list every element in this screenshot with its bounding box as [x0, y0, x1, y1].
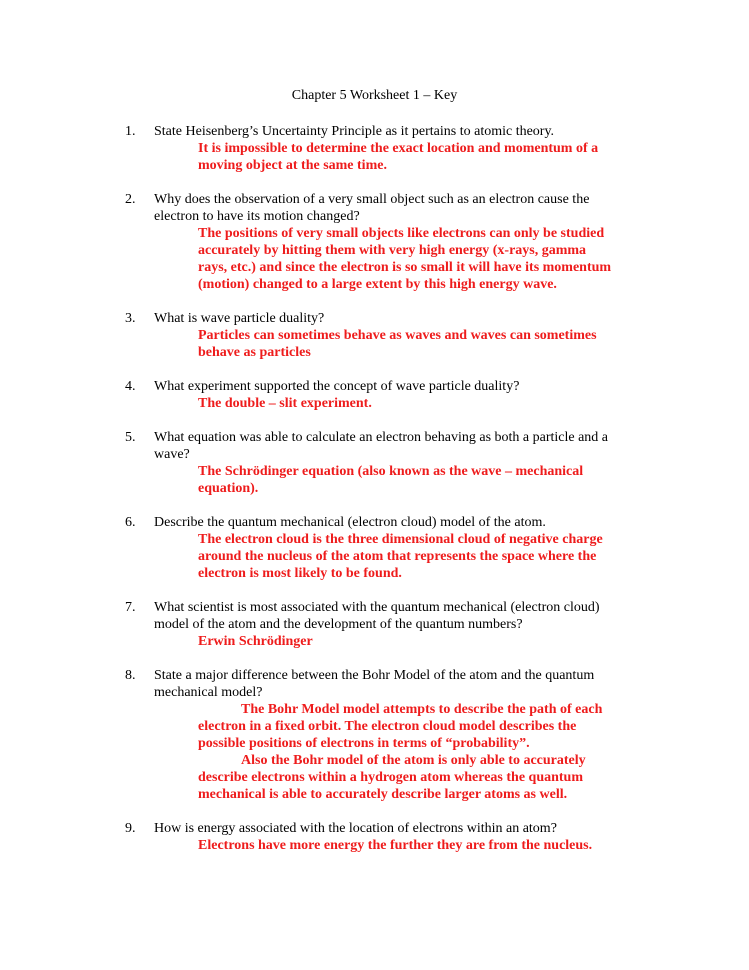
answer-8: The Bohr Model model attempts to describe the path of each electron in a fixed orbit. The electron cloud model describes the possible positions of electrons in terms of “probability”. Also the Bohr model of the atom is only able to accurately describe electrons within a hydrogen atom whereas the quantum mechanical is able to accurately describe larger atoms as well.	[198, 702, 603, 802]
answer-2: The positions of very small objects like electrons can only be studied accurately by hitting them with very high energy (x-rays, gamma rays, etc.) and since the electron is so small it will have its momentum (motion) changed to a large extent by this high energy wave.	[198, 226, 612, 292]
question-number: 7.	[125, 600, 136, 615]
question-number: 6.	[125, 515, 136, 530]
question-number: 8.	[125, 668, 136, 683]
answer-1: It is impossible to determine the exact location and momentum of a moving object at the same time.	[198, 141, 599, 173]
answer-3: Particles can sometimes behave as waves and waves can sometimes behave as particles	[198, 328, 597, 360]
question-text: What scientist is most associated with the quantum mechanical (electron cloud) model of the atom and the development of the quantum numbers?	[154, 600, 600, 632]
question-text: How is energy associated with the location of electrons within an atom?	[154, 821, 557, 836]
answer-5: The Schrödinger equation (also known as the wave – mechanical equation).	[198, 464, 584, 496]
answer-9: Electrons have more energy the further they are from the nucleus.	[198, 838, 593, 853]
page-title: Chapter 5 Worksheet 1 – Key	[291, 88, 458, 103]
question-text: State Heisenberg’s Uncertainty Principle as it pertains to atomic theory.	[154, 124, 555, 139]
question-text: Why does the observation of a very small object such as an electron cause the electron to have its motion changed?	[154, 192, 590, 224]
question-number: 4.	[125, 379, 136, 394]
question-text: State a major difference between the Bohr Model of the atom and the quantum mechanical model?	[154, 668, 595, 700]
question-number: 1.	[125, 124, 136, 139]
question-number: 5.	[125, 430, 136, 445]
question-text: What experiment supported the concept of wave particle duality?	[154, 379, 520, 394]
answer-4: The double – slit experiment.	[198, 396, 372, 411]
question-text: What is wave particle duality?	[154, 311, 325, 326]
answer-6: The electron cloud is the three dimensional cloud of negative charge around the nucleus of the atom that represents the space where the electron is most likely to be found.	[198, 532, 603, 581]
question-text: What equation was able to calculate an electron behaving as both a particle and a wave?	[154, 430, 609, 462]
question-number: 9.	[125, 821, 136, 836]
question-number: 2.	[125, 192, 136, 207]
question-number: 3.	[125, 311, 136, 326]
question-text: Describe the quantum mechanical (electron cloud) model of the atom.	[154, 515, 546, 530]
answer-7: Erwin Schrödinger	[198, 634, 313, 649]
